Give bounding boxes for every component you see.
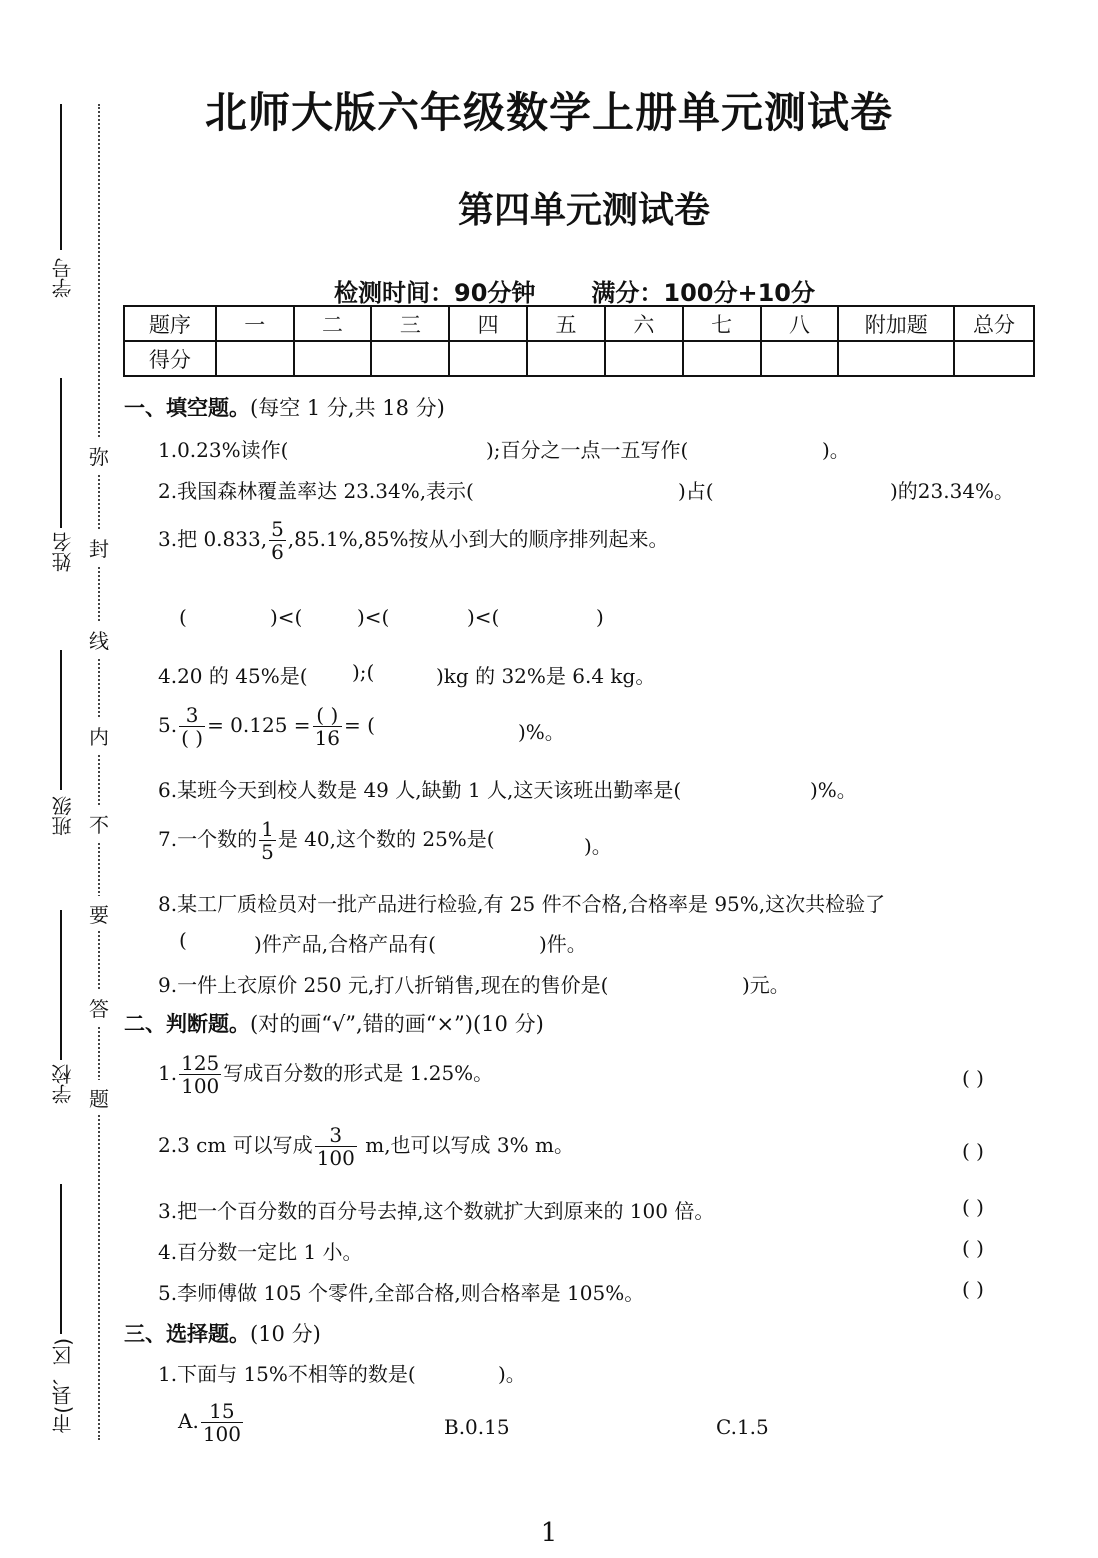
page-subtitle: 第四单元测试卷 bbox=[457, 190, 710, 231]
score-cell-blank[interactable] bbox=[371, 341, 449, 376]
question-1-2: 2.我国森林覆盖率达 23.34%,表示( bbox=[158, 479, 474, 503]
score-cell-header: 四 bbox=[449, 306, 527, 341]
exam-full-score: 满分：100分+10分 bbox=[591, 279, 816, 307]
score-cell-blank[interactable] bbox=[449, 341, 527, 376]
question-1-1-part3: )。 bbox=[822, 438, 850, 462]
score-cell-blank[interactable] bbox=[294, 341, 372, 376]
option-b[interactable]: B.0.15 bbox=[444, 1415, 510, 1439]
question-1-1: 1.0.23%读作( bbox=[158, 438, 289, 462]
seal-dotted-line bbox=[98, 104, 100, 1440]
fraction: $\frac{( )}{16}$ bbox=[314, 703, 341, 750]
question-1-2-part2: )占( bbox=[678, 479, 714, 503]
question-3-1-part2: )。 bbox=[498, 1362, 526, 1386]
judge-answer-blank[interactable]: ( ) bbox=[962, 1195, 984, 1219]
question-1-7-part2: )。 bbox=[584, 834, 612, 858]
question-1-5-part2: )%。 bbox=[518, 720, 565, 744]
question-2-4: 4.百分数一定比 1 小。 bbox=[158, 1240, 363, 1264]
section1-heading: 一、填空题。(每空 1 分,共 18 分) bbox=[124, 396, 445, 420]
q3-answer-blank[interactable]: )<( bbox=[357, 605, 390, 629]
seal-char: 不 bbox=[89, 806, 109, 841]
score-cell-header: 七 bbox=[683, 306, 761, 341]
judge-answer-blank[interactable]: ( ) bbox=[962, 1139, 984, 1163]
question-1-4-part3: )kg 的 32%是 6.4 kg。 bbox=[436, 664, 656, 688]
score-cell-header: 二 bbox=[294, 306, 372, 341]
question-1-7: 7.一个数的 $\frac{1}{5}$ 是 40,这个数的 25%是( bbox=[158, 817, 495, 864]
field-label-class: 班级 bbox=[51, 796, 75, 836]
score-cell-header: 附加题 bbox=[838, 306, 954, 341]
field-label-school: 学校 bbox=[51, 1064, 75, 1104]
exam-meta bbox=[334, 273, 871, 308]
field-line-class bbox=[60, 650, 62, 790]
score-cell-header: 五 bbox=[527, 306, 605, 341]
fraction: $\frac{1}{5}$ bbox=[261, 817, 274, 864]
seal-char: 内 bbox=[89, 718, 109, 753]
q3-answer-blank[interactable]: )<( bbox=[270, 605, 303, 629]
score-cell-blank[interactable] bbox=[605, 341, 683, 376]
seal-char: 答 bbox=[89, 990, 109, 1025]
fraction: $\frac{15}{100}$ bbox=[202, 1399, 241, 1446]
question-1-3: 3.把 0.833, $\frac{5}{6}$ ,85.1%,85%按从小到大的顺序排列起来。 bbox=[158, 517, 669, 564]
score-cell-header: 一 bbox=[216, 306, 294, 341]
seal-char: 要 bbox=[89, 896, 109, 931]
judge-answer-blank[interactable]: ( ) bbox=[962, 1236, 984, 1260]
question-1-8-part2: ( bbox=[179, 928, 187, 952]
question-2-3: 3.把一个百分数的百分号去掉,这个数就扩大到原来的 100 倍。 bbox=[158, 1199, 715, 1223]
question-1-4: 4.20 的 45%是( bbox=[158, 664, 308, 688]
score-cell-label: 得分 bbox=[124, 341, 216, 376]
field-line-name bbox=[60, 378, 62, 528]
fraction: $\frac{3}{100}$ bbox=[316, 1123, 355, 1170]
fraction: $\frac{5}{6}$ bbox=[271, 517, 284, 564]
score-cell-blank[interactable] bbox=[761, 341, 839, 376]
score-cell-header: 八 bbox=[761, 306, 839, 341]
field-label-city: 市(县、区) bbox=[51, 1338, 75, 1434]
question-1-6: 6.某班今天到校人数是 49 人,缺勤 1 人,这天该班出勤率是( bbox=[158, 778, 682, 802]
field-line-student-id bbox=[60, 104, 62, 250]
question-1-6-part2: )%。 bbox=[810, 778, 857, 802]
question-2-1: 1. $\frac{125}{100}$ 写成百分数的形式是 1.25%。 bbox=[158, 1051, 494, 1098]
question-1-1-part2: );百分之一点一五写作( bbox=[486, 438, 689, 462]
question-1-8-part3: )件产品,合格产品有( bbox=[254, 932, 436, 956]
question-1-8-part4: )件。 bbox=[539, 932, 587, 956]
score-cell-blank[interactable] bbox=[683, 341, 761, 376]
question-1-4-part2: );( bbox=[352, 660, 375, 684]
score-cell-blank[interactable] bbox=[954, 341, 1034, 376]
page-number: 1 bbox=[540, 1518, 558, 1548]
question-2-5: 5.李师傅做 105 个零件,全部合格,则合格率是 105%。 bbox=[158, 1281, 645, 1305]
fraction: $\frac{3}{( )}$ bbox=[181, 703, 204, 750]
q3-answer-blank[interactable]: ) bbox=[596, 605, 604, 629]
q3-answer-blank[interactable]: )<( bbox=[467, 605, 500, 629]
question-1-8: 8.某工厂质检员对一批产品进行检验,有 25 件不合格,合格率是 95%,这次共检验了 bbox=[158, 892, 886, 916]
score-cell-header: 三 bbox=[371, 306, 449, 341]
page-title: 北师大版六年级数学上册单元测试卷 bbox=[204, 88, 893, 137]
field-label-student-id: 学号 bbox=[51, 258, 75, 298]
question-3-1: 1.下面与 15%不相等的数是( bbox=[158, 1362, 416, 1386]
judge-answer-blank[interactable]: ( ) bbox=[962, 1277, 984, 1301]
field-line-school bbox=[60, 910, 62, 1060]
judge-answer-blank[interactable]: ( ) bbox=[962, 1066, 984, 1090]
option-a[interactable]: A. $\frac{15}{100}$ bbox=[178, 1399, 241, 1446]
score-table-score-row bbox=[124, 341, 1034, 376]
question-2-2: 2.3 cm 可以写成 $\frac{3}{100}$ m,也可以写成 3% m。 bbox=[158, 1123, 574, 1170]
question-1-9-part2: )元。 bbox=[742, 973, 790, 997]
seal-char: 线 bbox=[89, 622, 109, 657]
q3-answer-blank[interactable]: ( bbox=[179, 605, 187, 629]
section2-heading: 二、判断题。(对的画“√”,错的画“×”)(10 分) bbox=[124, 1012, 544, 1036]
score-cell-blank[interactable] bbox=[527, 341, 605, 376]
score-table bbox=[123, 305, 1035, 377]
question-1-5: 5. $\frac{3}{( )}$ = 0.125 = $\frac{( )}{16}$ = ( bbox=[158, 703, 375, 750]
fraction: $\frac{125}{100}$ bbox=[181, 1051, 220, 1098]
score-cell-blank[interactable] bbox=[216, 341, 294, 376]
question-1-2-part3: )的23.34%。 bbox=[890, 479, 1015, 503]
field-label-name: 姓名 bbox=[51, 532, 75, 572]
seal-char: 题 bbox=[89, 1080, 109, 1115]
field-line-city bbox=[60, 1184, 62, 1334]
score-cell-blank[interactable] bbox=[838, 341, 954, 376]
exam-time: 检测时间：90分钟 bbox=[334, 279, 536, 307]
score-cell-header: 六 bbox=[605, 306, 683, 341]
score-cell-header: 总分 bbox=[954, 306, 1034, 341]
score-table-header-row bbox=[124, 306, 1034, 341]
question-1-9: 9.一件上衣原价 250 元,打八折销售,现在的售价是( bbox=[158, 973, 609, 997]
score-cell-label: 题序 bbox=[124, 306, 216, 341]
seal-char: 弥 bbox=[89, 438, 109, 473]
seal-char: 封 bbox=[89, 530, 109, 565]
section3-heading: 三、选择题。(10 分) bbox=[124, 1322, 321, 1346]
option-c[interactable]: C.1.5 bbox=[716, 1415, 769, 1439]
